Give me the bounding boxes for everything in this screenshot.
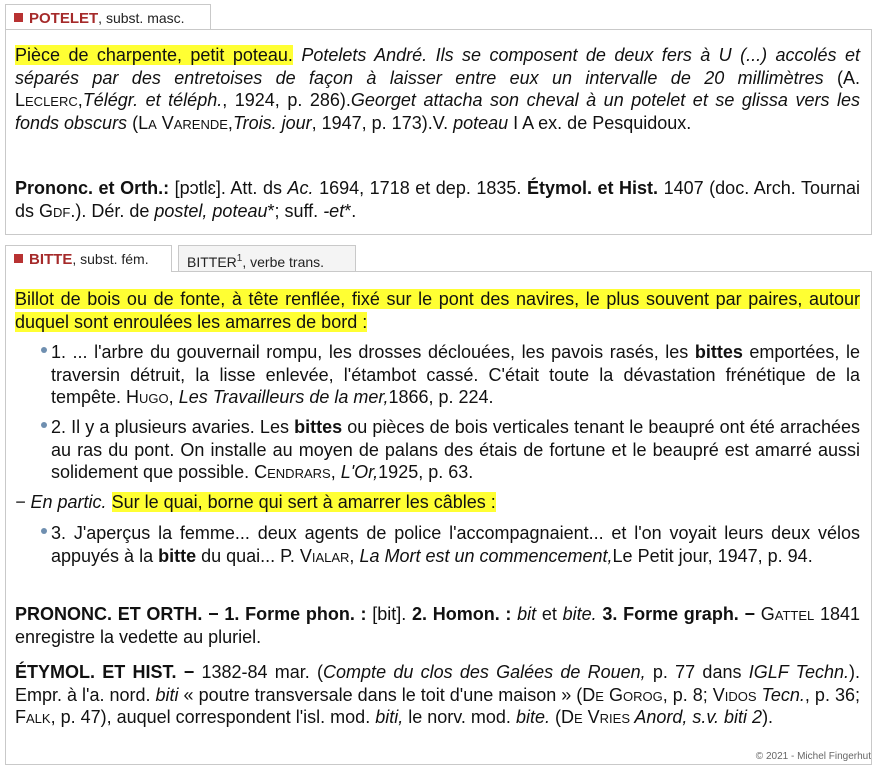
pron-text: 1841 enregistre la vedette au pluriel. [15,604,861,647]
etym-text: 1407 (doc. Arch. Tournai ds [15,178,861,221]
see-also: V. [432,112,454,133]
etym-text: , p. 36; [804,684,860,705]
homonym: bit [511,604,537,624]
example-text: Georget attacha son cheval à un potelet et se glissa vers les fonds obscurs [15,90,860,133]
etym-text: *; suff. [267,200,324,221]
tab-word: BITTER [187,254,237,270]
grammar-label: , subst. masc. [98,10,185,26]
work-title: Trois. jour [232,112,312,133]
bullet-icon [41,347,47,353]
example-1 [51,341,860,409]
author: A. Leclerc, [15,67,860,111]
source: Gdf. [39,200,76,221]
bullet-icon [41,422,47,428]
reference: 1866, p. 224. [388,387,494,408]
source: Vidos [712,684,757,705]
source: Gattel [760,604,815,624]
author: Cendrars, [254,462,336,483]
etym-text: le norv. mod. [403,707,516,728]
reference: , 1947, p. 173). [311,112,433,133]
source: De Gorog [582,684,663,705]
source: Ac. [287,178,314,198]
potelet-pron-block [15,177,860,222]
headword: POTELET [29,10,99,27]
author: P. Vialar, [280,545,355,566]
source: Tecn. [756,684,805,705]
homon-label: 2. Homon. : [411,604,512,624]
example-2 [51,416,860,484]
copyright: © 2021 - Michel Fingerhut [755,751,871,762]
bitte-definition [15,288,860,333]
pron-dates: 1694, 1718 et dep. 1835. [313,178,527,198]
source: IGLF Techn. [748,662,850,682]
reference: , 1924, p. 286). [222,90,351,111]
reference: 1925, p. 63. [378,462,474,483]
etym-text: *. [344,200,357,221]
pron-label: Prononc. et Orth.: [15,178,170,198]
work-title: Télégr. et téléph. [82,90,223,111]
etym-text: ). Dér. de [75,200,155,221]
etym-word: biti [155,684,179,705]
etym-text: ( [549,707,561,728]
grammar-label: , subst. fém. [72,251,149,267]
definition: Billot de bois ou de fonte, à tête renflée, fixé sur le pont des navires, le plus souvent par paires, autour duquel sont enroulées les amarres de bord : [15,289,860,332]
etym-word: biti, [375,707,404,728]
example-text: 1. ... l'arbre du gouvernail rompu, les drosses déclouées, les pavois rasés, les [51,342,695,362]
see-also-rest: I A ex. de Pesquidoux. [508,112,692,133]
tab-bitte[interactable] [5,245,172,272]
author: La Varende, [138,112,233,133]
homonym-number: 1 [236,253,243,264]
example-text: du quai... [196,545,281,566]
square-icon [14,254,23,263]
conjunction: et [536,604,563,624]
source: Anord, s.v. biti 2 [630,707,763,728]
graph-label: 3. Forme graph. − [596,604,756,624]
etym-text: , p. 8; [662,684,713,705]
headword-occurrence: bittes [694,342,743,362]
etym-word: bite. [515,707,550,728]
homonym: bite. [562,604,597,624]
headword: BITTE [29,251,73,268]
example-text: 3. J'aperçus la femme... deux agents de police l'accompagnaient... et l'on voyait leurs deux vélos appuyés à la [51,523,860,566]
etym-text: p. 77 dans [645,662,749,682]
etym-text: , p. 47), auquel correspondent l'isl. mod. [50,707,376,728]
source: Compte du clos des Galées de Rouen, [323,662,646,682]
work-title: L'Or, [340,462,379,483]
etym-suffix: -et [323,200,345,221]
etym-text: ). Empr. à l'a. nord. [15,662,861,705]
potelet-definition-block: Pièce de charpente, petit poteau. Potelets André. Ils se composent de deux fers à U (...) accolés et séparés par des entretoises de façon à laisser entre eux un intervalle de 20 millimètres (A. Leclerc,Télégr. et téléph., 1924, p. 286).Georget attacha son cheval à un potelet et se glissa vers les fonds obscurs (La Varende,Trois. jour, 1947, p. 173).V. poteau I A ex. de Pesquidoux. [15,45,860,133]
tab-bitter[interactable] [178,245,356,271]
bitte-etym-block [15,661,860,729]
definition: Pièce de charpente, petit poteau. [15,45,293,65]
source: Falk [15,707,51,728]
grammar-label: , verbe trans. [242,254,325,270]
reference: Le Petit jour, 1947, p. 94. [612,545,813,566]
etym-text: ). [762,707,774,728]
square-icon [14,13,23,22]
example-text: emportées, le traversin détruit, la lisse enlevée, l'étambot cassé. C'était toute la dévastation frénétique de la tempête. [51,342,860,408]
headword-occurrence: bitte [158,545,197,566]
see-also-link[interactable]: poteau [453,112,509,133]
etym-label: Étymol. et Hist. [526,178,659,198]
etym-label: ÉTYMOL. ET HIST. − [15,662,195,682]
etym-words: postel, poteau [154,200,268,221]
work-title: Les Travailleurs de la mer, [178,387,389,408]
pron-label: PRONONC. ET ORTH. − [15,604,219,624]
etym-text: 1382-84 mar. ( [194,662,324,682]
example-text: 2. Il y a plusieurs avaries. Les [51,417,295,437]
source: De Vries [560,707,630,728]
pron-text: [pɔtlɛ]. Att. ds [169,178,288,198]
headword-occurrence: bittes [294,417,343,437]
pron-phon: [bit]. [366,604,412,624]
tab-potelet[interactable] [5,4,211,30]
partic-definition: Sur le quai, borne qui sert à amarrer les câbles : [111,492,496,512]
bitte-pron-block [15,603,860,648]
example-text: ou pièces de bois verticales tenant le beaupré ont été arrachées au ras du pont. On installe au moyen de palans des étais de fortune et le beaupré est amarré aussi solidement que possible. [51,417,860,483]
example-text: Potelets André. Ils se composent de deux fers à U (...) accolés et séparés par des entretoises de façon à laisser entre eux un intervalle de 20 millimètres [15,45,860,88]
etym-text: « poutre transversale dans le toit d'une maison » ( [178,684,583,705]
example-3 [51,522,860,567]
partic-label: − En partic. [15,492,107,512]
bullet-icon [41,528,47,534]
partic-line [15,491,860,514]
work-title: La Mort est un commencement, [359,545,613,566]
author: Hugo, [126,387,174,408]
pron-phon-label: 1. Forme phon. : [218,604,367,624]
